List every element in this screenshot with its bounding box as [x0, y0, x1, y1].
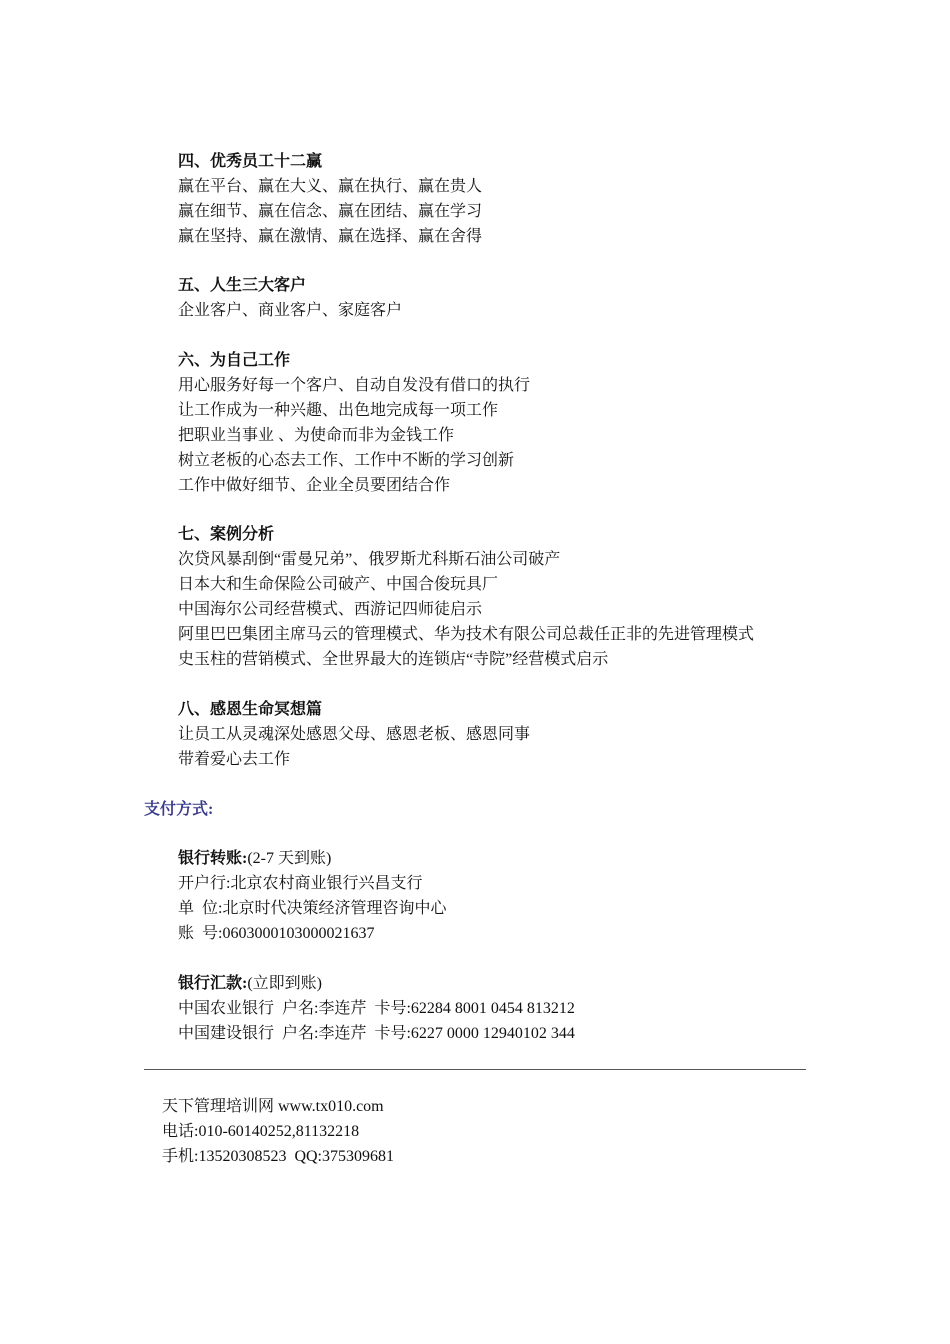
section-line: 日本大和生命保险公司破产、中国合俊玩具厂 [178, 576, 499, 593]
footer-contact [162, 1094, 762, 1169]
section-line: 工作中做好细节、企业全员要团结合作 [178, 477, 451, 494]
bank-transfer-line: 单 位:北京时代决策经济管理咨询中心 [178, 900, 447, 917]
bank-remit-label: 银行汇款: [178, 975, 248, 992]
footer-divider [144, 1069, 806, 1070]
bank-remit-block [178, 971, 818, 1046]
section-line: 赢在细节、赢在信念、赢在团结、赢在学习 [178, 203, 483, 220]
section-line: 让工作成为一种兴趣、出色地完成每一项工作 [178, 402, 499, 419]
section-line: 把职业当事业 、为使命而非为金钱工作 [178, 427, 455, 444]
section-heading: 七、案例分析 [178, 526, 275, 543]
section-five [178, 273, 818, 323]
section-line: 赢在平台、赢在大义、赢在执行、赢在贵人 [178, 178, 483, 195]
section-heading: 五、人生三大客户 [178, 277, 307, 294]
section-line: 次贷风暴刮倒“雷曼兄弟”、俄罗斯尤科斯石油公司破产 [178, 551, 561, 568]
section-line: 企业客户、商业客户、家庭客户 [178, 302, 403, 319]
bank-transfer-label: 银行转账: [178, 850, 248, 867]
section-heading: 八、感恩生命冥想篇 [178, 701, 323, 718]
section-line: 树立老板的心态去工作、工作中不断的学习创新 [178, 452, 515, 469]
bank-remit-line: 中国农业银行 户名:李连芹 卡号:62284 8001 0454 813212 [178, 1000, 575, 1017]
section-line: 用心服务好每一个客户、自动自发没有借口的执行 [178, 377, 531, 394]
section-eight [178, 697, 818, 772]
footer-mobile: 手机:13520308523 QQ:375309681 [162, 1148, 395, 1165]
bank-transfer-block [178, 846, 818, 946]
bank-transfer-line: 账 号:0603000103000021637 [178, 925, 375, 942]
payment-title: 支付方式: [144, 801, 214, 818]
section-line: 让员工从灵魂深处感恩父母、感恩老板、感恩同事 [178, 726, 531, 743]
section-line: 带着爱心去工作 [178, 751, 291, 768]
section-four [178, 149, 818, 249]
section-line: 赢在坚持、赢在激情、赢在选择、赢在舍得 [178, 228, 483, 245]
section-line: 史玉柱的营销模式、全世界最大的连锁店“寺院”经营模式启示 [178, 651, 609, 668]
bank-transfer-line: 开户行:北京农村商业银行兴昌支行 [178, 875, 423, 892]
footer-website: 天下管理培训网 www.tx010.com [162, 1098, 384, 1115]
section-seven [178, 522, 818, 672]
section-six [178, 348, 818, 498]
section-line: 中国海尔公司经营模式、西游记四师徒启示 [178, 601, 483, 618]
section-heading: 四、优秀员工十二赢 [178, 153, 323, 170]
bank-transfer-note: (2-7 天到账) [247, 850, 332, 867]
section-line: 阿里巴巴集团主席马云的管理模式、华为技术有限公司总裁任正非的先进管理模式 [178, 626, 755, 643]
bank-remit-heading [178, 971, 818, 996]
footer-phone: 电话:010-60140252,81132218 [162, 1123, 360, 1140]
bank-remit-note: (立即到账) [247, 975, 323, 992]
bank-remit-line: 中国建设银行 户名:李连芹 卡号:6227 0000 12940102 344 [178, 1025, 575, 1042]
section-heading: 六、为自己工作 [178, 352, 291, 369]
bank-transfer-heading [178, 846, 818, 871]
